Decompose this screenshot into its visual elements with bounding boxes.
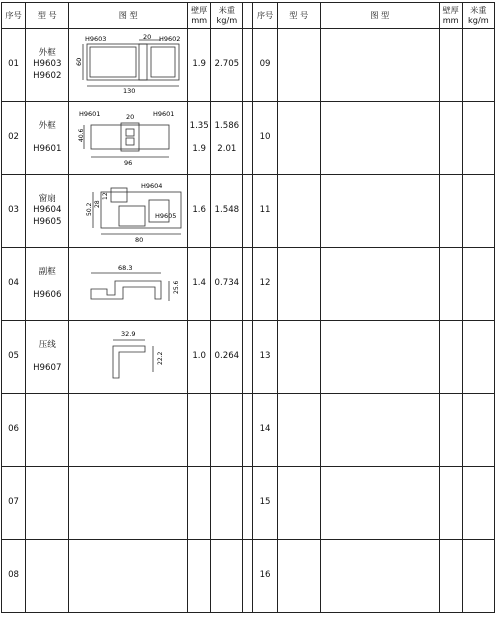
header-drawing-right: 图 型 xyxy=(320,3,439,29)
outer-frame-section-drawing xyxy=(71,32,185,98)
empty-cell xyxy=(320,321,439,394)
dim-label: 12 xyxy=(102,192,110,200)
header-weight: 米重 kg/m xyxy=(211,3,243,29)
table-row xyxy=(2,29,495,102)
empty-cell xyxy=(188,394,211,467)
gap-cell xyxy=(243,394,253,467)
dim-label: 50.2 xyxy=(86,202,94,216)
empty-cell xyxy=(69,540,188,613)
row-model: 窗扇 H9604 H9605 xyxy=(26,175,69,248)
empty-cell xyxy=(188,540,211,613)
table-row xyxy=(2,175,495,248)
row-model: 副框 H9606 xyxy=(26,248,69,321)
dim-label: 28 xyxy=(94,200,102,208)
empty-cell xyxy=(462,175,494,248)
header-model: 型 号 xyxy=(26,3,69,29)
gap-cell xyxy=(243,321,253,394)
empty-cell xyxy=(462,467,494,540)
row-no: 05 xyxy=(2,321,26,394)
gap-cell xyxy=(243,540,253,613)
profile-table xyxy=(1,2,495,613)
row-model: 压线 H9607 xyxy=(26,321,69,394)
empty-cell xyxy=(320,467,439,540)
row-no-right: 09 xyxy=(253,29,277,102)
empty-cell xyxy=(26,540,69,613)
row-no: 01 xyxy=(2,29,26,102)
empty-cell xyxy=(211,394,243,467)
gap-cell xyxy=(243,248,253,321)
row-no: 06 xyxy=(2,394,26,467)
profile-drawing xyxy=(69,175,188,248)
dim-label: H9602 xyxy=(159,35,181,43)
dim-label: H9604 xyxy=(141,182,163,190)
row-no-right: 16 xyxy=(253,540,277,613)
dim-label: 20 xyxy=(143,33,152,41)
empty-cell xyxy=(277,102,320,175)
row-weight: 0.734 xyxy=(211,248,243,321)
dim-label: 80 xyxy=(135,236,144,244)
empty-cell xyxy=(320,175,439,248)
dim-label: 32.9 xyxy=(121,330,136,338)
dim-label: 22.2 xyxy=(157,351,165,365)
row-model: 外框 H9603 H9602 xyxy=(26,29,69,102)
empty-cell xyxy=(277,175,320,248)
table-row xyxy=(2,321,495,394)
sub-frame-section-drawing xyxy=(71,251,185,317)
profile-drawing xyxy=(69,29,188,102)
empty-cell xyxy=(462,102,494,175)
dim-label: H9605 xyxy=(155,212,177,220)
row-no: 08 xyxy=(2,540,26,613)
header-thickness-right: 壁厚 mm xyxy=(439,3,462,29)
empty-cell xyxy=(277,29,320,102)
dim-label: 40.6 xyxy=(78,128,86,142)
gap-cell xyxy=(243,29,253,102)
gap-cell xyxy=(243,467,253,540)
empty-cell xyxy=(439,321,462,394)
row-no: 03 xyxy=(2,175,26,248)
empty-cell xyxy=(462,29,494,102)
empty-cell xyxy=(439,248,462,321)
profile-drawing xyxy=(69,102,188,175)
empty-cell xyxy=(277,540,320,613)
empty-cell xyxy=(26,394,69,467)
empty-cell xyxy=(69,394,188,467)
row-thickness: 1.9 xyxy=(188,29,211,102)
row-no-right: 13 xyxy=(253,321,277,394)
dim-label: 20 xyxy=(126,113,135,121)
table-row xyxy=(2,540,495,613)
row-no: 02 xyxy=(2,102,26,175)
gap-cell xyxy=(243,102,253,175)
empty-cell xyxy=(439,467,462,540)
header-thickness: 壁厚 mm xyxy=(188,3,211,29)
row-weight: 0.264 xyxy=(211,321,243,394)
empty-cell xyxy=(277,248,320,321)
row-weight: 1.548 xyxy=(211,175,243,248)
header-drawing: 图 型 xyxy=(69,3,188,29)
row-model: 外框 H9601 xyxy=(26,102,69,175)
empty-cell xyxy=(439,540,462,613)
row-no-right: 15 xyxy=(253,467,277,540)
dim-label: 96 xyxy=(124,159,133,167)
empty-cell xyxy=(462,321,494,394)
row-no-right: 10 xyxy=(253,102,277,175)
dim-label: H9603 xyxy=(85,35,107,43)
empty-cell xyxy=(277,467,320,540)
dim-label: 130 xyxy=(123,87,136,95)
row-thickness: 1.0 xyxy=(188,321,211,394)
dim-label: 68.3 xyxy=(118,264,133,272)
row-no-right: 12 xyxy=(253,248,277,321)
empty-cell xyxy=(320,394,439,467)
empty-cell xyxy=(277,321,320,394)
empty-cell xyxy=(69,467,188,540)
gap-cell xyxy=(243,175,253,248)
dim-label: 25.6 xyxy=(173,280,181,294)
header-row xyxy=(2,3,495,29)
empty-cell xyxy=(320,540,439,613)
profile-drawing xyxy=(69,321,188,394)
header-model-right: 型 号 xyxy=(277,3,320,29)
empty-cell xyxy=(188,467,211,540)
row-weight: 2.705 xyxy=(211,29,243,102)
sash-section-drawing xyxy=(71,178,185,244)
empty-cell xyxy=(320,248,439,321)
empty-cell xyxy=(439,29,462,102)
empty-cell xyxy=(462,248,494,321)
row-no: 07 xyxy=(2,467,26,540)
row-no-right: 11 xyxy=(253,175,277,248)
empty-cell xyxy=(26,467,69,540)
empty-cell xyxy=(462,540,494,613)
table-row xyxy=(2,394,495,467)
empty-cell xyxy=(277,394,320,467)
empty-cell xyxy=(211,467,243,540)
row-thickness: 1.35 1.9 xyxy=(188,102,211,175)
row-weight: 1.586 2.01 xyxy=(211,102,243,175)
empty-cell xyxy=(462,394,494,467)
header-no: 序号 xyxy=(2,3,26,29)
empty-cell xyxy=(320,102,439,175)
empty-cell xyxy=(439,102,462,175)
empty-cell xyxy=(439,394,462,467)
table-row xyxy=(2,248,495,321)
row-thickness: 1.6 xyxy=(188,175,211,248)
header-gap xyxy=(243,3,253,29)
header-no-right: 序号 xyxy=(253,3,277,29)
empty-cell xyxy=(211,540,243,613)
dim-label: 60 xyxy=(75,57,84,66)
empty-cell xyxy=(320,29,439,102)
empty-cell xyxy=(439,175,462,248)
table-row xyxy=(2,102,495,175)
glazing-bead-section-drawing xyxy=(71,324,185,390)
row-thickness: 1.4 xyxy=(188,248,211,321)
dim-label: H9601 xyxy=(153,110,175,118)
header-weight-right: 米重 kg/m xyxy=(462,3,494,29)
row-no: 04 xyxy=(2,248,26,321)
profile-drawing xyxy=(69,248,188,321)
outer-frame-section-drawing xyxy=(71,105,185,171)
dim-label: H9601 xyxy=(79,110,101,118)
table-row xyxy=(2,467,495,540)
row-no-right: 14 xyxy=(253,394,277,467)
